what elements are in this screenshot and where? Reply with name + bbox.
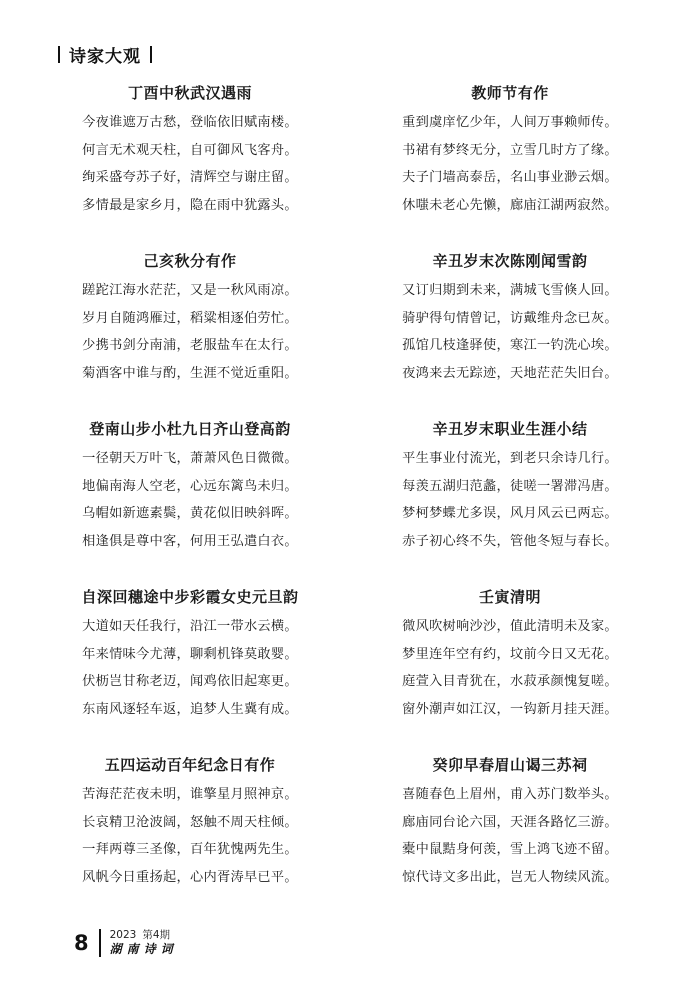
footer-divider: [99, 929, 101, 957]
poem-line: 长哀精卫沧波阔，怒触不周天柱倾。: [82, 814, 298, 830]
poem-line: 夫子门墙高泰岳，名山事业渺云烟。: [402, 170, 618, 185]
poem-line: 书裙有梦终无分，立雪几时方了缘。: [402, 142, 618, 158]
poem-block: [40, 586, 340, 752]
magazine-name: 湖南诗词: [109, 942, 178, 956]
page-footer: [74, 928, 178, 958]
poem-line: 东南风逐轻车返，追梦人生冀有成。: [82, 701, 298, 717]
poem-title: 癸卯早春眉山谒三苏祠: [432, 756, 588, 774]
poem-line: 今夜谁遮万古愁，登临依旧赋南楼。: [82, 115, 298, 130]
poem-line: 绚采盛夸苏子好，清辉空与谢庄留。: [82, 170, 298, 185]
poem-line: 庭萱入目青犹在，水菽承颜愧复嗟。: [402, 674, 618, 689]
poem-line: 蹉跎江海水茫茫，又是一秋风雨凉。: [82, 283, 298, 298]
poem-title: 辛丑岁末次陈刚闻雪韵: [432, 252, 588, 270]
section-label: 诗家大观: [69, 46, 141, 67]
left-poem-column: [40, 80, 340, 920]
poem-line: 乌帽如新遮素鬓，黄花似旧映斜晖。: [82, 506, 298, 521]
poem-block: [360, 754, 660, 920]
poem-line: 廊庙同台论六国，天涯各路忆三游。: [402, 814, 618, 830]
issue-info: [110, 929, 178, 942]
poem-title: 自深回穗途中步彩霞女史元旦韵: [81, 588, 299, 606]
header-bar-right: [150, 46, 152, 63]
poem-line: 骑驴得句情曾记，访戴维舟念已灰。: [402, 310, 618, 326]
poem-line: 何言无术观天柱，自可御风飞客舟。: [82, 142, 298, 158]
poem-line: 平生事业付流光，到老只余诗几行。: [402, 451, 618, 466]
poem-line: 橐中鼠黠身何羡，雪上鸿飞迹不留。: [402, 842, 618, 857]
issue-number: 第4期: [142, 929, 171, 941]
poem-line: 每羡五湖归范蠡，徒嗟一署滞冯唐。: [402, 478, 618, 494]
poem-block: [40, 82, 340, 248]
poem-title: 登南山步小杜九日齐山登高韵: [89, 420, 291, 438]
poem-title: 教师节有作: [471, 84, 549, 102]
poem-line: 年来情味今尤薄，聊剩机锋莫敢婴。: [82, 646, 298, 662]
poem-line: 梦柯梦蝶尤多误，风月风云已两忘。: [402, 506, 618, 521]
poem-line: 微风吹树响沙沙，值此清明未及家。: [402, 619, 618, 634]
poem-line: 苦海茫茫夜未明，谁擎星月照神京。: [82, 787, 298, 802]
poem-line: 赤子初心终不失，管他冬短与春长。: [402, 533, 618, 549]
poem-block: [360, 586, 660, 752]
poem-line: 一拜两尊三圣像，百年犹愧两先生。: [82, 842, 298, 857]
poem-line: 惊代诗文多出此，岂无人物续风流。: [402, 869, 618, 885]
page-number: 8: [74, 931, 89, 955]
poem-title: 五四运动百年纪念日有作: [104, 756, 276, 774]
poem-line: 夜鸿来去无踪迹，天地茫茫失旧台。: [402, 365, 618, 381]
poem-line: 伏枥岂甘称老迈，闻鸡依旧起寒更。: [82, 674, 298, 689]
poem-block: [40, 418, 340, 584]
poem-block: [360, 250, 660, 416]
poem-line: 喜随春色上眉州，甫入苏门数举头。: [402, 787, 618, 802]
poem-line: 窗外潮声如江汉，一钩新月挂天涯。: [402, 701, 618, 717]
section-header: [58, 42, 152, 66]
poem-title: 壬寅清明: [478, 588, 541, 606]
poem-line: 相逢俱是尊中客，何用王弘遣白衣。: [82, 533, 298, 549]
poem-line: 风帆今日重扬起，心内胥涛早已平。: [82, 869, 298, 885]
poem-block: [360, 418, 660, 584]
poem-line: 孤馆几枝逢驿使，寒江一钓洗心埃。: [402, 338, 618, 353]
poem-line: 地偏南海人空老，心远东篱鸟未归。: [82, 478, 298, 494]
poem-line: 休嗤未老心先懒，廊庙江湖两寂然。: [402, 197, 618, 213]
poem-title: 辛丑岁末职业生涯小结: [432, 420, 588, 438]
poem-line: 菊酒客中谁与酌，生涯不觉近重阳。: [82, 365, 298, 381]
poem-line: 一径朝天万叶飞，萧萧风色日微微。: [82, 451, 298, 466]
poem-line: 大道如天任我行，沿江一带水云横。: [82, 619, 298, 634]
poem-line: 梦里连年空有约，坟前今日又无花。: [402, 646, 618, 662]
poem-line: 重到虞庠忆少年，人间万事赖师传。: [402, 115, 618, 130]
footer-info: [110, 929, 178, 957]
poem-title: 丁酉中秋武汉遇雨: [127, 84, 252, 102]
poem-block: [360, 82, 660, 248]
poem-line: 岁月自随鸿雁过，稻粱相逐伯劳忙。: [82, 310, 298, 326]
poem-line: 又订归期到未来，满城飞雪倏人回。: [402, 283, 618, 298]
poem-block: [40, 250, 340, 416]
poem-line: 少携书剑分南浦，老服盐车在太行。: [82, 338, 298, 353]
right-poem-column: [360, 80, 660, 920]
poem-title: 己亥秋分有作: [143, 252, 237, 270]
poem-line: 多情最是家乡月，隐在雨中犹露头。: [82, 197, 298, 213]
poem-block: [40, 754, 340, 920]
issue-year: 2023: [109, 929, 137, 941]
